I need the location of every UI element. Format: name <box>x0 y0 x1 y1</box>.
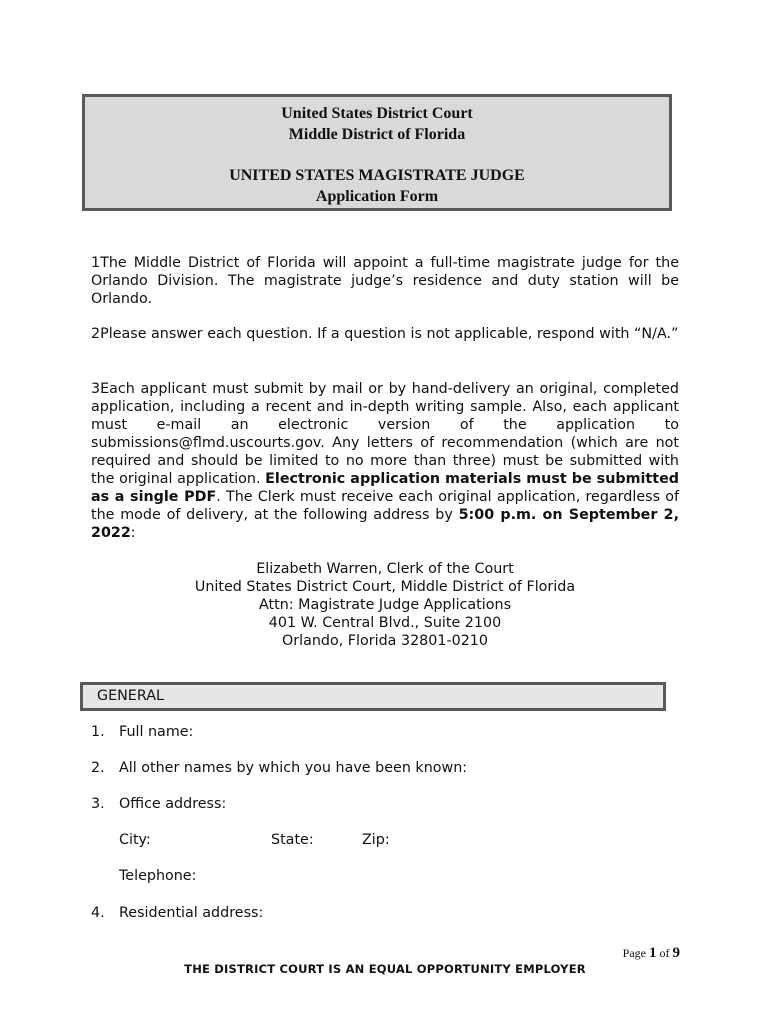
question-label: Residential address: <box>119 905 264 921</box>
paragraph-3-bold-pdf: Electronic application materials must be submitted as a single PDF <box>91 471 680 505</box>
page-word: Page <box>622 946 646 960</box>
paragraph-3-text-b: . The Clerk must receive each original application, regardless of the mode of delivery, at the following address by <box>91 489 679 523</box>
question-label: Office address: <box>119 796 227 812</box>
paragraph-3 <box>91 380 679 542</box>
page-total: 9 <box>672 945 680 961</box>
question-number: 4. <box>91 905 105 921</box>
page-number <box>623 945 680 962</box>
question-label: All other names by which you have been known: <box>119 760 468 776</box>
state-label: State: <box>271 832 314 848</box>
form-header-box <box>82 94 672 211</box>
city-label: City: <box>119 832 151 848</box>
district-name: Middle District of Florida <box>288 126 466 143</box>
question-number: 2. <box>91 760 105 776</box>
mailing-address <box>91 560 679 650</box>
paragraph-3-text-a: 3Each applicant must submit by mail or by hand-delivery an original, completed application, including a recent and in-depth writing sample. Also, each applicant must e-mail an electronic version of the application to submissions@flmd.uscourts.gov. Any letters of recommendation (which are not required and should be limited to no more than three) must be submitted with the original application. <box>91 381 679 487</box>
address-line-3: Attn: Magistrate Judge Applications <box>258 597 512 613</box>
question-label: Full name: <box>119 724 194 740</box>
eeo-statement: THE DISTRICT COURT IS AN EQUAL OPPORTUNITY EMPLOYER <box>184 962 586 976</box>
question-number: 1. <box>91 724 105 740</box>
of-word: of <box>659 946 670 960</box>
paragraph-3-deadline: 5:00 p.m. on September 2, 2022 <box>91 507 679 541</box>
question-number: 3. <box>91 796 105 812</box>
paragraph-1: 1The Middle District of Florida will appoint a full-time magistrate judge for the Orlando Division. The magistrate judge’s residence and duty station will be Orlando. <box>91 255 679 307</box>
paragraph-3-text-c: : <box>130 525 136 541</box>
form-title: UNITED STATES MAGISTRATE JUDGE <box>229 167 525 184</box>
page-current: 1 <box>649 945 657 961</box>
address-line-5: Orlando, Florida 32801-0210 <box>281 633 489 649</box>
form-subtitle: Application Form <box>315 188 439 205</box>
section-header-general: GENERAL <box>80 682 666 711</box>
address-line-4: 401 W. Central Blvd., Suite 2100 <box>268 615 502 631</box>
zip-label: Zip: <box>362 832 390 848</box>
address-line-2: United States District Court, Middle District of Florida <box>194 579 576 595</box>
court-name: United States District Court <box>281 105 473 122</box>
telephone-label: Telephone: <box>119 868 197 884</box>
paragraph-2: 2Please answer each question. If a question is not applicable, respond with “N/A.” <box>91 326 679 342</box>
address-line-1: Elizabeth Warren, Clerk of the Court <box>256 561 514 577</box>
